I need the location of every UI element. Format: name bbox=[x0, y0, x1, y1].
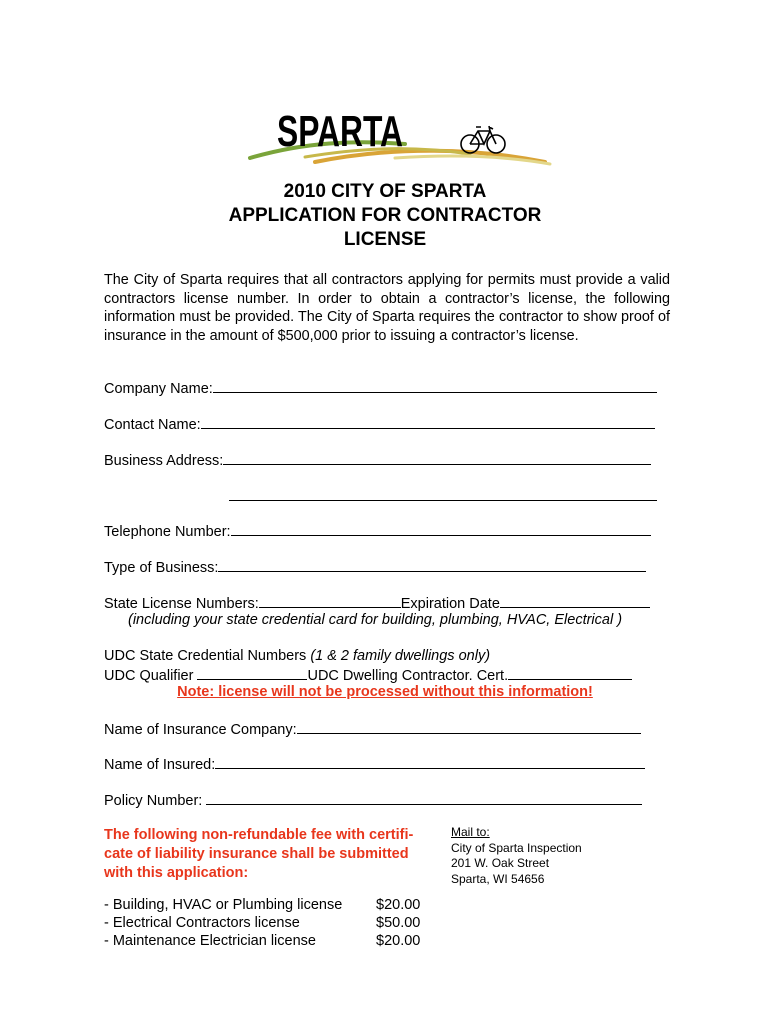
business-address-line-2[interactable] bbox=[229, 486, 657, 501]
insurance-company-field bbox=[104, 719, 641, 739]
fee-amount: $20.00 bbox=[376, 897, 421, 913]
contact-name-label: Contact Name: bbox=[104, 417, 201, 433]
insured-line[interactable] bbox=[215, 754, 645, 769]
contact-name-line[interactable] bbox=[201, 414, 655, 429]
fee-row bbox=[104, 932, 434, 950]
mail-to-line-1: City of Sparta Inspection bbox=[451, 840, 582, 855]
warning-note: Note: license will not be processed without this information! bbox=[177, 684, 593, 700]
intro-paragraph: The City of Sparta requires that all contractors applying for permits must provide a valid contractors license number. In order to obtain a contractor’s license, the following information must be provided. The City of Sparta requires the contractor to show proof of insurance in the amount of $500,000 prior to issuing a contractor’s license. bbox=[104, 272, 670, 344]
fee-notice-line-1: The following non-refundable fee with certifi- bbox=[104, 827, 414, 843]
policy-number-label: Policy Number: bbox=[104, 793, 207, 809]
state-license-line[interactable] bbox=[259, 593, 401, 608]
business-address-line-1[interactable] bbox=[223, 450, 651, 465]
business-address-field bbox=[104, 450, 651, 470]
mail-to-line-3: Sparta, WI 54656 bbox=[451, 871, 545, 886]
fee-amount: $20.00 bbox=[376, 933, 421, 949]
company-name-label: Company Name: bbox=[104, 381, 213, 397]
business-address-field-2 bbox=[229, 486, 657, 506]
udc-credential-label: UDC State Credential Numbers bbox=[104, 648, 311, 664]
insurance-company-line[interactable] bbox=[297, 719, 641, 734]
state-license-note: (including your state credential card for building, plumbing, HVAC, Electrical ) bbox=[128, 612, 623, 628]
mail-to-label: Mail to: bbox=[451, 825, 490, 839]
company-name-field bbox=[104, 378, 657, 398]
udc-credential-note: (1 & 2 family dwellings only) bbox=[310, 648, 491, 664]
policy-number-field bbox=[104, 790, 642, 810]
expiration-line[interactable] bbox=[500, 593, 650, 608]
fee-notice bbox=[104, 826, 413, 883]
udc-dwelling-label: UDC Dwelling Contractor. Cert. bbox=[307, 668, 509, 684]
udc-qualifier-label: UDC Qualifier bbox=[104, 668, 198, 684]
telephone-label: Telephone Number: bbox=[104, 524, 231, 540]
company-name-line[interactable] bbox=[213, 378, 657, 393]
contact-name-field bbox=[104, 414, 655, 434]
insured-field bbox=[104, 754, 645, 774]
type-of-business-line[interactable] bbox=[218, 557, 646, 572]
fee-label: - Building, HVAC or Plumbing license bbox=[104, 897, 343, 913]
udc-dwelling-line[interactable] bbox=[508, 665, 632, 680]
business-address-label: Business Address: bbox=[104, 453, 224, 469]
fee-notice-line-3: with this application: bbox=[104, 865, 249, 881]
state-license-field bbox=[104, 593, 650, 613]
page-title-line-2: APPLICATION FOR CONTRACTOR bbox=[228, 205, 542, 226]
state-license-label: State License Numbers: bbox=[104, 596, 259, 612]
expiration-label: Expiration Date bbox=[400, 596, 500, 612]
fee-row bbox=[104, 896, 434, 914]
udc-credential-field bbox=[104, 647, 490, 665]
udc-qualifier-line[interactable] bbox=[197, 665, 307, 680]
logo-graphic bbox=[245, 100, 555, 172]
insured-label: Name of Insured: bbox=[104, 757, 216, 773]
fee-row bbox=[104, 914, 434, 932]
fee-label: - Electrical Contractors license bbox=[104, 915, 300, 931]
fee-notice-line-2: cate of liability insurance shall be submitted bbox=[104, 846, 409, 862]
page-title-line-1: 2010 CITY OF SPARTA bbox=[283, 181, 487, 202]
page-title-line-3: LICENSE bbox=[343, 229, 427, 250]
mail-to-block bbox=[451, 825, 582, 887]
bicycle-icon bbox=[461, 126, 505, 153]
fee-list bbox=[104, 896, 434, 950]
type-of-business-field bbox=[104, 557, 646, 577]
logo-wordmark: SPARTA bbox=[277, 107, 403, 156]
telephone-field bbox=[104, 521, 651, 541]
sparta-logo bbox=[245, 100, 555, 172]
type-of-business-label: Type of Business: bbox=[104, 560, 219, 576]
insurance-company-label: Name of Insurance Company: bbox=[104, 722, 297, 738]
fee-amount: $50.00 bbox=[376, 915, 421, 931]
udc-qualifier-field bbox=[104, 665, 632, 685]
fee-label: - Maintenance Electrician license bbox=[104, 933, 316, 949]
policy-number-line[interactable] bbox=[206, 790, 642, 805]
telephone-line[interactable] bbox=[231, 521, 651, 536]
mail-to-line-2: 201 W. Oak Street bbox=[451, 856, 550, 870]
